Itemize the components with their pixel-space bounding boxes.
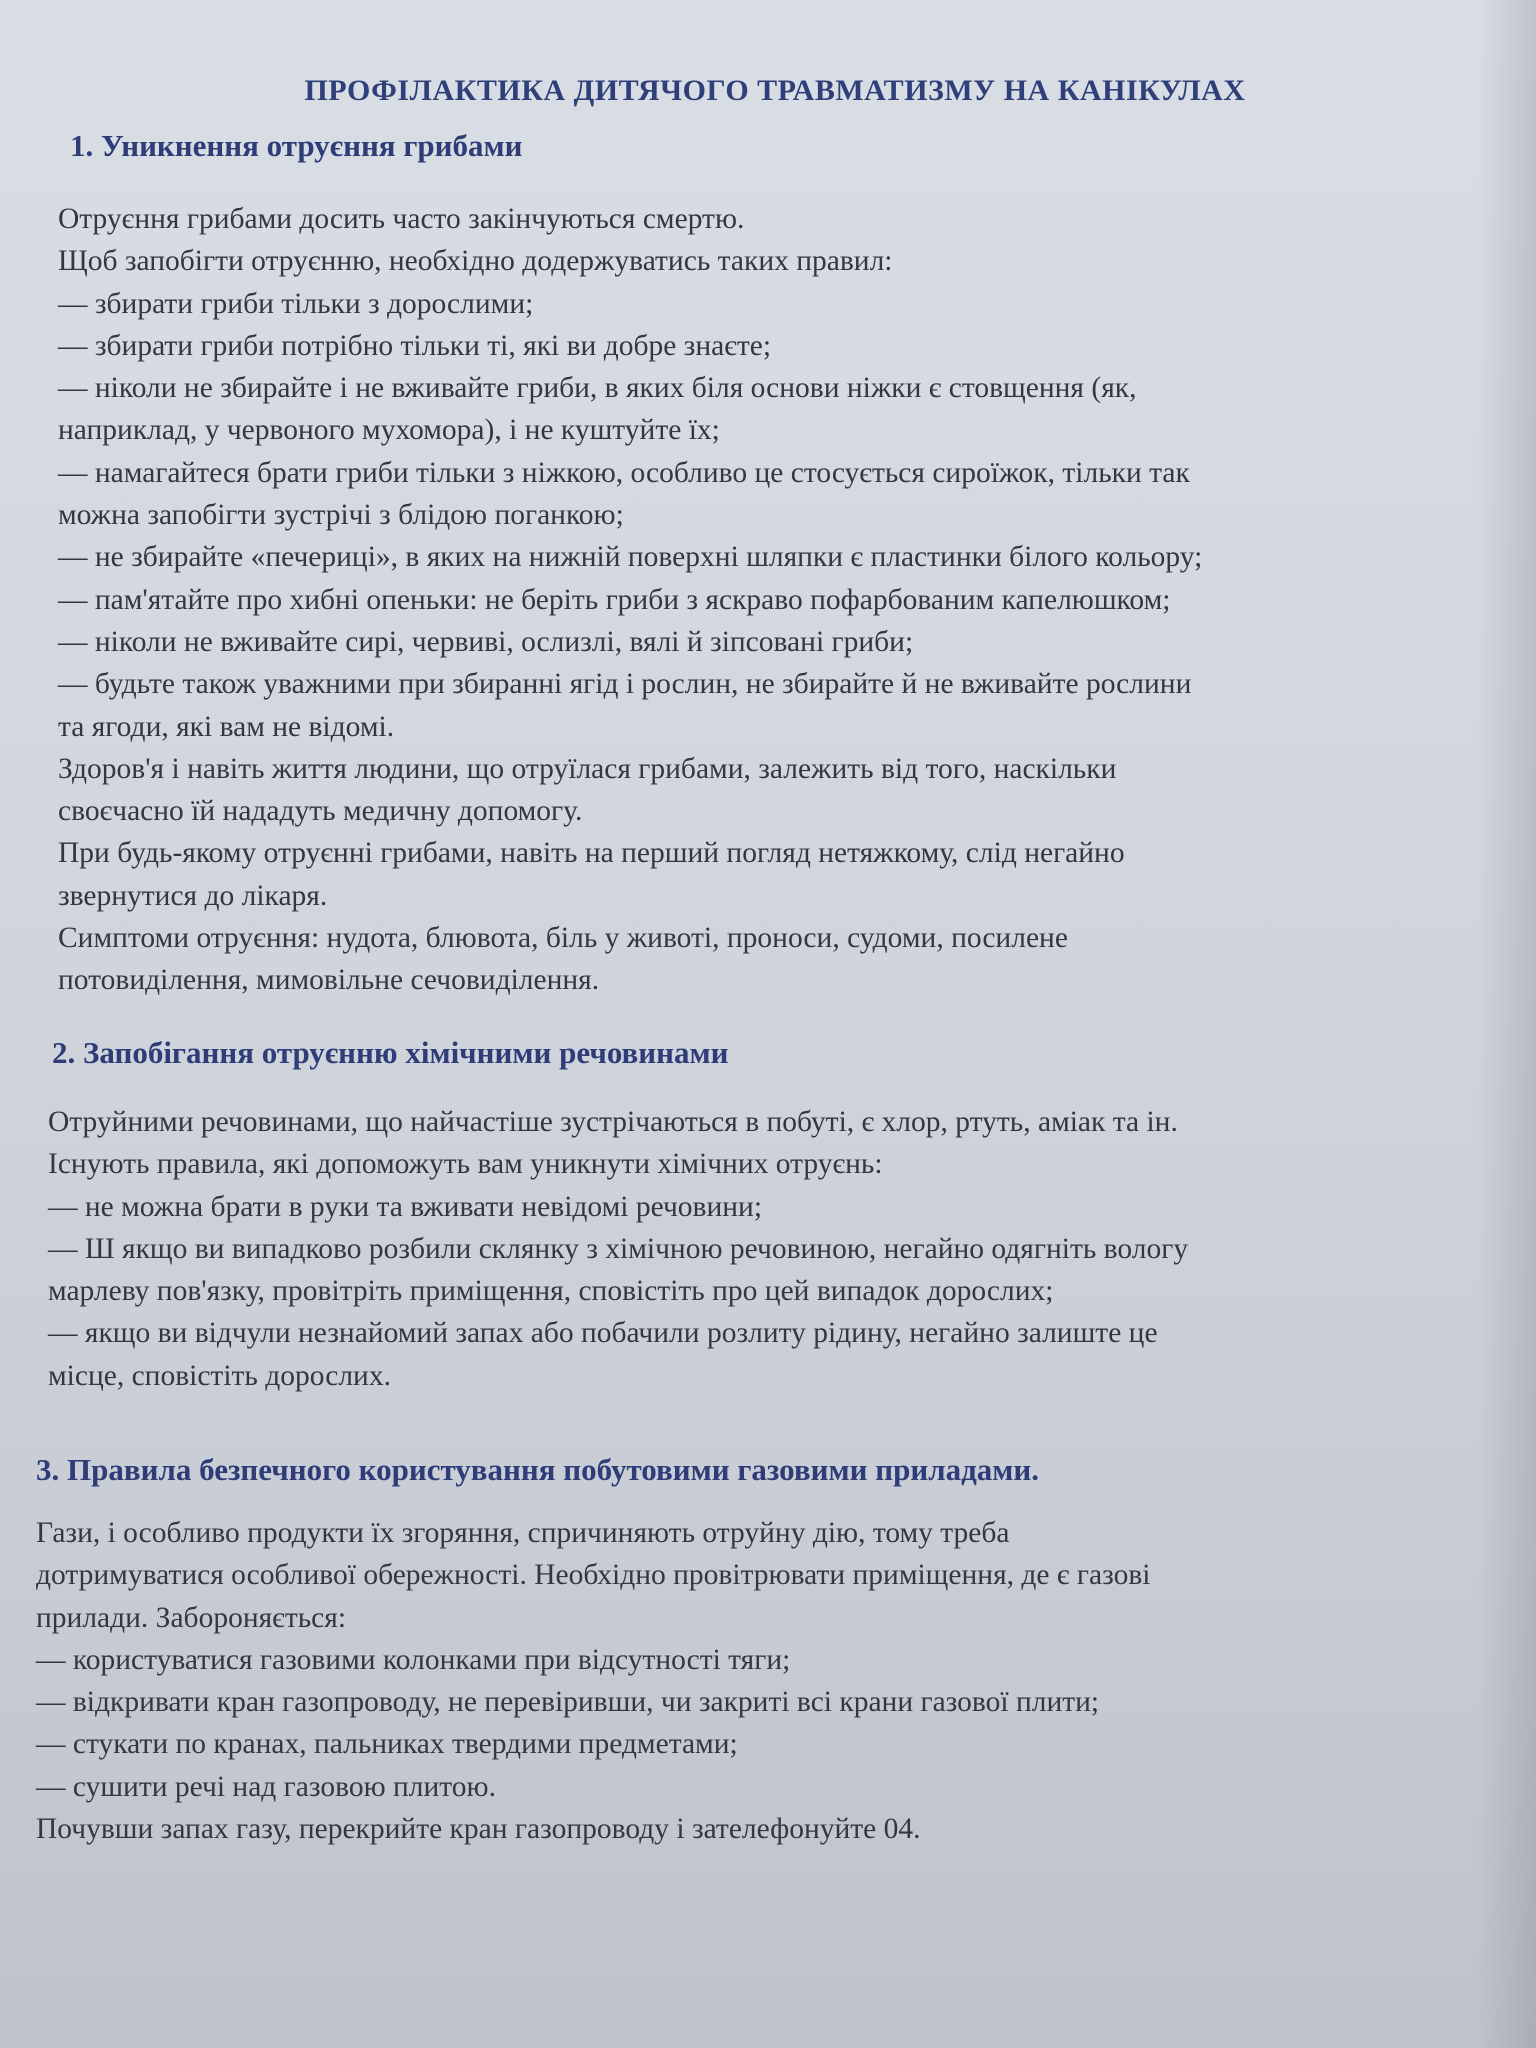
text-line: звернутися до лікаря.: [58, 879, 328, 912]
text-line: — будьте також уважними при збиранні ягід і рослин, не збирайте й не вживайте рослини: [58, 668, 1192, 701]
text-line: Щоб запобігти отруєнню, необхідно додержуватись таких правил:: [58, 245, 893, 278]
section-body: [58, 198, 1500, 1002]
text-line: своєчасно їй нададуть медичну допомогу.: [58, 795, 583, 828]
text-line: — стукати по кранах, пальниках твердими предметами;: [36, 1728, 738, 1761]
section-chemical-poisoning: [0, 1035, 1500, 1397]
text-line: дотримуватися особливої обережності. Необхідно провітрювати приміщення, де є газові: [36, 1559, 1151, 1592]
text-line: Здоров'я і навіть життя людини, що отруїлася грибами, залежить від того, наскільки: [58, 752, 1117, 785]
section-gas-appliances: [0, 1452, 1500, 1850]
page-title: ПРОФІЛАКТИКА ДИТЯЧОГО ТРАВМАТИЗМУ НА КАНІКУЛАХ: [304, 74, 1246, 107]
section-body: [36, 1512, 1500, 1850]
text-line: потовиділення, мимовільне сечовиділення.: [58, 964, 600, 997]
text-line: — сушити речі над газовою плитою.: [36, 1770, 496, 1803]
section-heading: 2. Запобігання отруєнню хімічними речовинами: [52, 1035, 729, 1070]
text-line: — збирати гриби тільки з дорослими;: [58, 287, 534, 320]
text-line: — збирати гриби потрібно тільки ті, які ви добре знаєте;: [58, 329, 772, 362]
text-line: Існують правила, які допоможуть вам уникнути хімічних отруєнь:: [48, 1148, 883, 1181]
text-line: — ніколи не вживайте сирі, червиві, ослизлі, вялі й зіпсовані гриби;: [58, 625, 914, 658]
section-mushroom-poisoning: [0, 128, 1500, 1002]
text-line: місце, сповістіть дорослих.: [48, 1359, 391, 1392]
text-line: Гази, і особливо продукти їх згоряння, спричиняють отруйну дію, тому треба: [36, 1517, 1010, 1549]
text-line: — не можна брати в руки та вживати невідомі речовини;: [48, 1190, 763, 1223]
text-line: — Ш якщо ви випадково розбили склянку з хімічною речовиною, негайно одягніть вологу: [48, 1232, 1189, 1265]
text-line: Симптоми отруєння: нудота, блювота, біль у животі, проноси, судоми, посилене: [58, 922, 1068, 955]
text-line: Отруйними речовинами, що найчастіше зустрічаються в побуті, є хлор, ртуть, аміак та ін.: [48, 1106, 1178, 1138]
section-heading: 3. Правила безпечного користування побутовими газовими приладами.: [36, 1452, 1040, 1487]
text-line: Почувши запах газу, перекрийте кран газопроводу і зателефонуйте 04.: [36, 1813, 921, 1846]
text-line: — відкривати кран газопроводу, не перевіривши, чи закриті всі крани газової плити;: [36, 1686, 1100, 1719]
text-line: марлеву пов'язку, провітріть приміщення, сповістіть про цей випадок дорослих;: [48, 1275, 1054, 1308]
text-line: — ніколи не збирайте і не вживайте гриби, в яких біля основи ніжки є стовщення (як,: [58, 372, 1137, 405]
text-line: — пам'ятайте про хибні опеньки: не беріть гриби з яскраво пофарбованим капелюшком;: [58, 583, 1171, 616]
section-body: [48, 1101, 1500, 1397]
text-line: прилади. Забороняється:: [36, 1601, 347, 1634]
text-line: та ягоди, які вам не відомі.: [58, 710, 395, 743]
section-heading: 1. Уникнення отруєння грибами: [70, 128, 523, 163]
text-line: — намагайтеся брати гриби тільки з ніжкою, особливо це стосується сироїжок, тільки так: [58, 456, 1190, 489]
text-line: — користуватися газовими колонками при відсутності тяги;: [36, 1643, 791, 1676]
text-line: При будь-якому отруєнні грибами, навіть на перший погляд нетяжкому, слід негайно: [58, 837, 1125, 870]
text-line: — якщо ви відчули незнайомий запах або побачили розлиту рідину, негайно залиште це: [48, 1317, 1158, 1350]
text-line: Отруєння грибами досить часто закінчуються смертю.: [58, 203, 745, 235]
text-line: наприклад, у червоного мухомора), і не куштуйте їх;: [58, 414, 720, 447]
text-line: — не збирайте «печериці», в яких на нижній поверхні шляпки є пластинки білого кольору;: [58, 541, 1203, 574]
text-line: можна запобігти зустрічі з блідою поганкою;: [58, 499, 624, 532]
